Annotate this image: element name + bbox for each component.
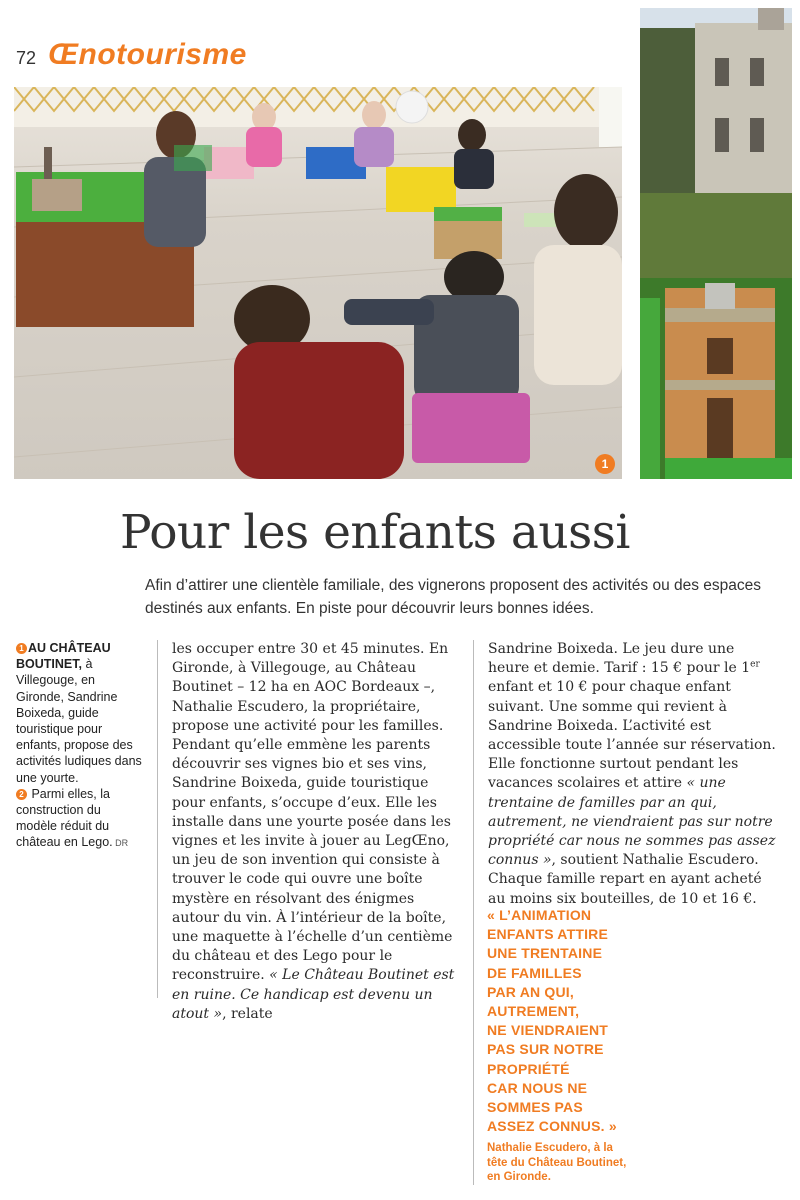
chateau-scene — [640, 8, 792, 479]
caption-text-2: Parmi elles, la construction du modèle réduit du château en Lego. — [16, 786, 113, 850]
pull-quote-line: AUTREMENT, — [487, 1003, 580, 1020]
photo-credit: DR — [112, 838, 129, 849]
pull-quote-line: NE VIENDRAIENT — [487, 1022, 609, 1039]
col1-end: , relate — [222, 1005, 273, 1022]
col1-quote: « Le Château Boutinet est en ruine. Ce handicap est devenu un atout » — [172, 967, 455, 1022]
pull-quote-line: ASSEZ CONNUS. » — [487, 1118, 617, 1135]
pull-quote-line: « L’ANIMATION — [487, 907, 592, 923]
page-number: 72 — [16, 48, 37, 68]
pull-quote — [487, 906, 637, 1136]
photo-caption — [16, 640, 144, 852]
caption-title: AU CHÂTEAU BOUTINET, — [16, 641, 111, 672]
col2-text-3: , soutient Nathalie Escudero. Chaque famille repart en ayant acheté au moins six bouteilles, de 10 et 16 €. — [488, 852, 762, 907]
pull-quote-line: ENFANTS ATTIRE — [487, 926, 609, 943]
pull-quote-line: PAS SUR NOTRE — [487, 1041, 604, 1058]
col2-text-1: Sandrine Boixeda. Le jeu dure une heure et demie. Tarif : 15 € pour le 1 — [488, 641, 751, 677]
pull-quote-line: UNE TRENTAINE — [487, 945, 603, 962]
col2-text-2: enfant et 10 € pour chaque enfant suivant. Une somme qui revient à Sandrine Boixeda. L’activité est accessible toute l’année sur réservation. Elle fonctionne surtout pendant les vacances scolaires et attire — [488, 679, 776, 792]
column-rule-2 — [473, 640, 474, 1185]
pull-quote-line: PAR AN QUI, — [487, 983, 574, 1000]
pull-quote-line: SOMMES PAS — [487, 1099, 583, 1116]
article-lede: Afin d’attirer une clientèle familiale, des vignerons proposent des activités ou des espaces destinés aux enfants. En piste pour découvrir leurs bonnes idées. — [145, 577, 762, 617]
yurt-scene — [14, 87, 622, 479]
chateau-photo — [640, 8, 792, 479]
article-headline: Pour les enfants aussi — [120, 505, 630, 560]
pull-quote-line: CAR NOUS NE — [487, 1079, 588, 1096]
yurt-photo — [14, 87, 622, 479]
body-column-1 — [172, 640, 464, 1024]
col2-quote: « une trentaine de familles par an qui, autrement, ne viendraient pas sur notre propriété car nous ne sommes pas assez connus » — [488, 775, 776, 869]
col1-text: les occuper entre 30 et 45 minutes. En Gironde, à Villegouge, au Château Boutinet – 12 ha en AOC Bordeaux –, Nathalie Escudero, la propriétaire, propose une activité pour les familles. Pendant qu’elle emmène les parents découvrir ses vignes bio et ses vins, Sandrine Boixeda, guide touristique pour enfants, s’occupe d’eux. Elle les installe dans une yourte posée dans les vignes et les invite à jouer au LegŒno, un jeu de son invention qui consiste à trouver le code qui ouvre une boîte mystère en résolvant des énigmes autour du vin. À l’intérieur de la boîte, une maquette à l’échelle d’un centième du château et des Lego pour le reconstruire. — [172, 641, 453, 984]
pull-quote-line: PROPRIÉTÉ — [487, 1060, 570, 1077]
caption-text-1: à Villegouge, en Gironde, Sandrine Boixeda, guide touristique pour enfants, propose des activités ludiques dans une yourte. — [16, 657, 142, 785]
pull-quote-source: Nathalie Escudero, à la tête du Château Boutinet, en Gironde. — [487, 1142, 627, 1183]
section-rubric: Œnotourisme — [48, 38, 247, 71]
photo-number-badge: 1 — [595, 454, 615, 474]
body-column-2 — [488, 640, 778, 909]
caption-number-1: 1 — [16, 643, 27, 654]
caption-number-2: 2 — [16, 789, 27, 800]
pull-quote-line: DE FAMILLES — [487, 964, 582, 981]
col2-sup: er — [750, 659, 760, 670]
column-rule-1 — [157, 640, 158, 998]
